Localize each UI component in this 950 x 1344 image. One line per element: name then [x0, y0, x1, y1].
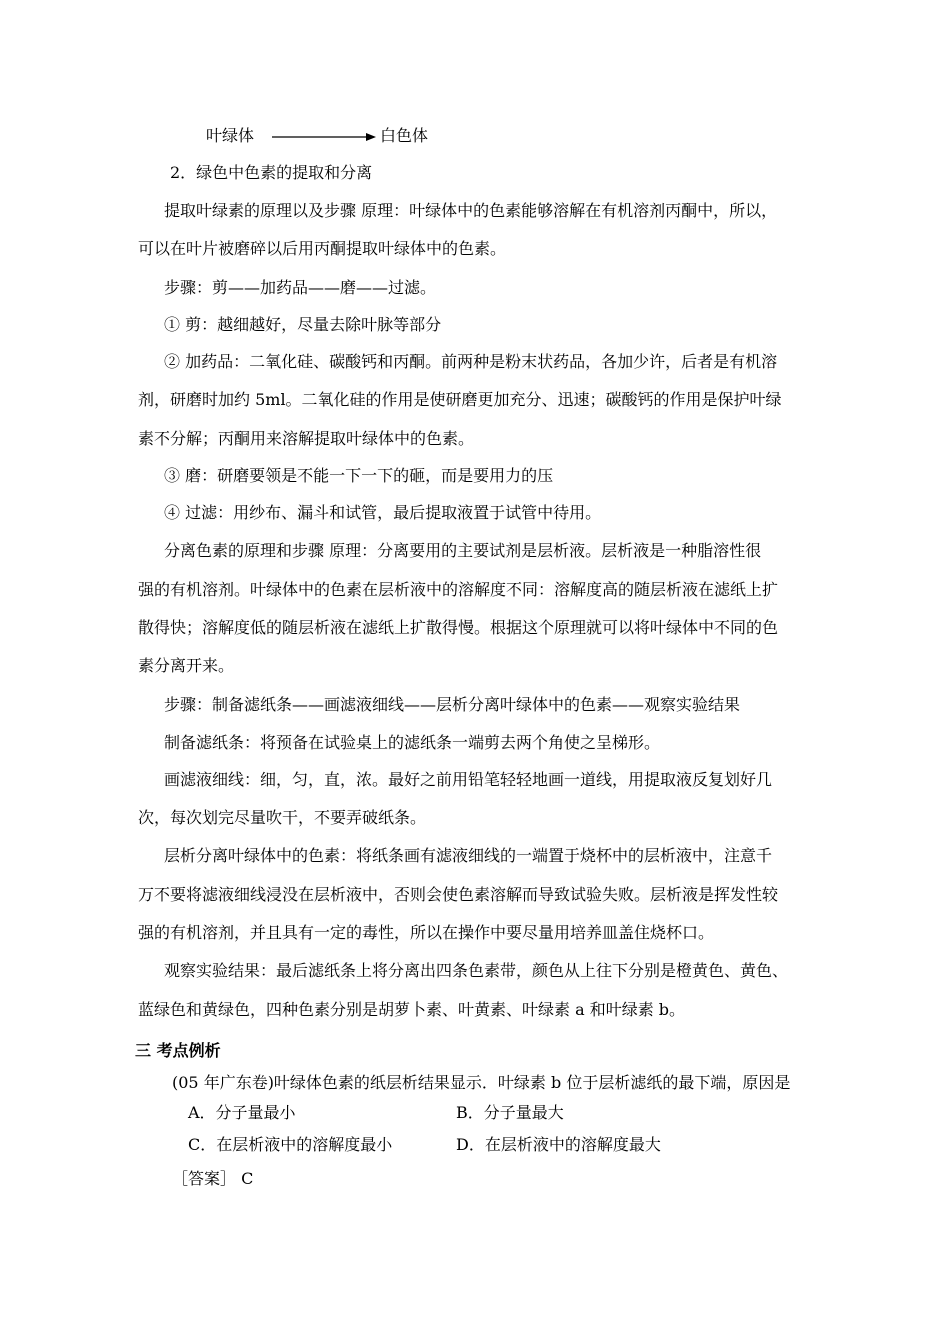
- separation-chrom-line3: 强的有机溶剂，并且具有一定的毒性，所以在操作中要尽量用培养皿盖住烧杯口。: [138, 923, 715, 942]
- separation-obs-line1: 观察实验结果：最后滤纸条上将分离出四条色素带，颜色从上往下分别是橙黄色、黄色、: [164, 961, 789, 980]
- separation-obs-line2: 蓝绿色和黄绿色，四种色素分别是胡萝卜素、叶黄素、叶绿素 a 和叶绿素 b。: [138, 1000, 686, 1019]
- extraction-step1: ① 剪：越细越好，尽量去除叶脉等部分: [164, 315, 442, 334]
- separation-intro-line2: 强的有机溶剂。叶绿体中的色素在层析液中的溶解度不同：溶解度高的随层析液在滤纸上扩: [138, 580, 779, 599]
- extraction-intro-line2: 可以在叶片被磨碎以后用丙酮提取叶绿体中的色素。: [138, 239, 507, 258]
- section-3-title: 三 考点例析: [135, 1041, 221, 1060]
- option-b: B．分子量最大: [456, 1103, 564, 1122]
- option-a: A．分子量最小: [188, 1103, 296, 1122]
- extraction-step3: ③ 磨：研磨要领是不能一下一下的砸，而是要用力的压: [164, 466, 554, 485]
- extraction-intro-line1: 提取叶绿素的原理以及步骤 原理：叶绿体中的色素能够溶解在有机溶剂丙酮中，所以，: [164, 201, 778, 220]
- separation-draw-line2: 次，每次划完尽量吹干，不要弄破纸条。: [138, 808, 427, 827]
- separation-chrom-line2: 万不要将滤液细线浸没在层析液中，否则会使色素溶解而导致试验失败。层析液是挥发性较: [138, 885, 779, 904]
- section-2-title: 2．绿色中色素的提取和分离: [170, 163, 373, 182]
- diagram-to-label: 白色体: [380, 126, 429, 145]
- diagram-from-label: 叶绿体: [206, 126, 255, 145]
- extraction-step4: ④ 过滤：用纱布、漏斗和试管，最后提取液置于试管中待用。: [164, 503, 602, 522]
- separation-intro-line1: 分离色素的原理和步骤 原理：分离要用的主要试剂是层析液。层析液是一种脂溶性很: [164, 541, 762, 560]
- extraction-step2-line3: 素不分解；丙酮用来溶解提取叶绿体中的色素。: [138, 429, 475, 448]
- separation-intro-line3: 散得快；溶解度低的随层析液在滤纸上扩散得慢。根据这个原理就可以将叶绿体中不同的色: [138, 618, 779, 637]
- extraction-steps: 步骤：剪——加药品——磨——过滤。: [164, 278, 437, 297]
- option-d: D．在层析液中的溶解度最大: [456, 1135, 661, 1154]
- exam-question: (05 年广东卷)叶绿体色素的纸层析结果显示．叶绿素 b 位于层析滤纸的最下端，原因是: [172, 1073, 791, 1092]
- separation-intro-line4: 素分离开来。: [138, 656, 235, 675]
- extraction-step2-line2: 剂，研磨时加约 5ml。二氧化硅的作用是使研磨更加充分、迅速；碳酸钙的作用是保护叶绿: [138, 390, 782, 409]
- right-arrow-icon: [272, 130, 376, 144]
- extraction-step2-line1: ② 加药品：二氧化硅、碳酸钙和丙酮。前两种是粉末状药品，各加少许，后者是有机溶: [164, 352, 778, 371]
- option-c: C．在层析液中的溶解度最小: [188, 1135, 393, 1154]
- separation-steps: 步骤：制备滤纸条——画滤液细线——层析分离叶绿体中的色素——观察实验结果: [164, 695, 741, 714]
- answer: ［答案］ C: [172, 1169, 254, 1188]
- separation-chrom-line1: 层析分离叶绿体中的色素：将纸条画有滤液细线的一端置于烧杯中的层析液中，注意千: [164, 846, 773, 865]
- separation-draw-line1: 画滤液细线：细，匀，直，浓。最好之前用铅笔轻轻地画一道线，用提取液反复划好几: [164, 770, 773, 789]
- separation-prep: 制备滤纸条：将预备在试验桌上的滤纸条一端剪去两个角使之呈梯形。: [164, 733, 661, 752]
